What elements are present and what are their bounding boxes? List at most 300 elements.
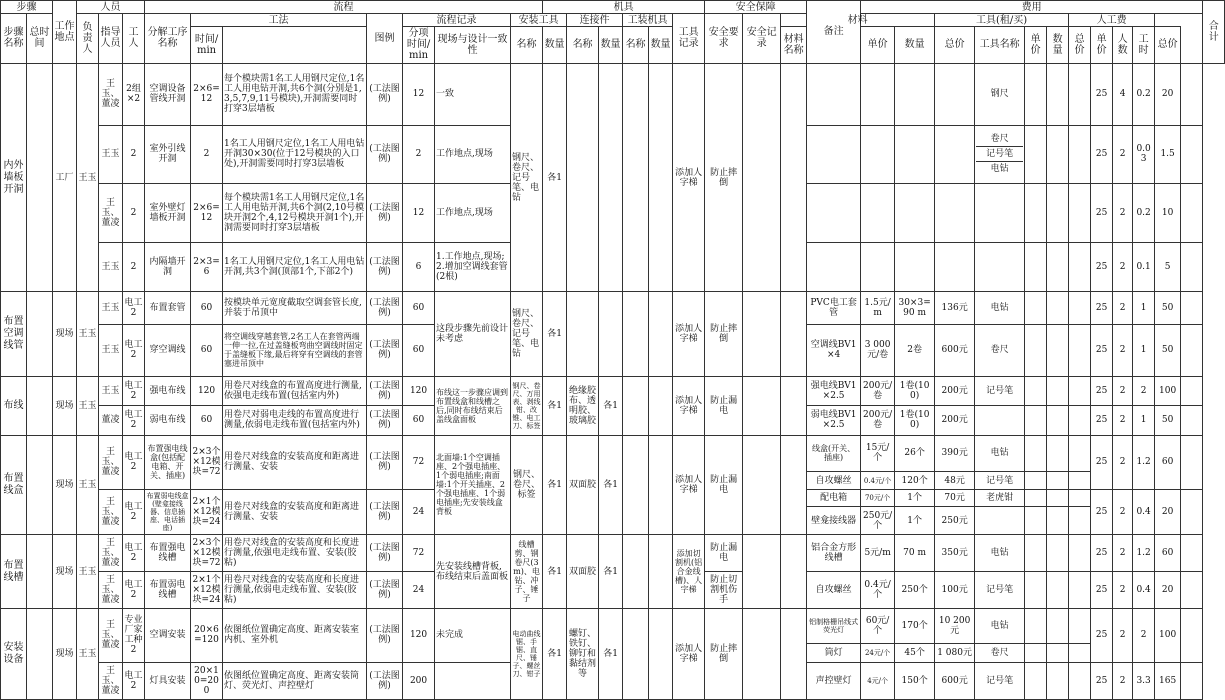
hdr-tool-name: 工具名称 — [975, 27, 1025, 64]
labor-people: 2 — [1113, 324, 1133, 376]
mat-qty: 1个 — [895, 507, 935, 535]
row-guide: 王玉、董凌 — [99, 535, 123, 572]
mat-total: 70元 — [935, 489, 975, 506]
hdr-diagram: 图例 — [367, 14, 403, 64]
row-worker: 电工2 — [123, 377, 145, 406]
labor-people: 2 — [1113, 242, 1133, 292]
tool-name: 记号笔 — [975, 472, 1025, 489]
row-consist: 1.工作地点,现场;2.增加空调线套管(2根) — [435, 242, 511, 292]
mat-name: 筒灯 — [807, 643, 861, 663]
tool-name: 记号笔 — [975, 572, 1025, 609]
work-name — [623, 63, 649, 292]
row-diagram: (工法图例) — [367, 406, 403, 435]
hdr-tool-count: 数量 — [1047, 27, 1069, 64]
row-guide: 王玉 — [99, 242, 123, 292]
row-subproc: 内隔墙开洞 — [145, 242, 191, 292]
row-method: 用卷尺对线盒的安装高度和长度进行测量,依强电走线布置、安装(胶粘) — [223, 535, 367, 572]
step-total-time — [27, 608, 53, 699]
conn-qty: 各1 — [599, 608, 623, 699]
tool-name: 老虎钳 — [975, 489, 1025, 506]
labor-total: 20 — [1155, 489, 1181, 535]
mat-qty: 2卷 — [895, 324, 935, 376]
safe-req: 防止摔倒 — [705, 608, 743, 699]
mat-qty: 45个 — [895, 643, 935, 663]
hdr-guide: 指导人员 — [99, 14, 123, 64]
hdr-tool-sum: 总价 — [1069, 27, 1091, 64]
row-worker: 2 — [123, 242, 145, 292]
labor-hours: 0.4 — [1133, 572, 1155, 609]
row-worker: 电工2 — [123, 292, 145, 325]
hdr-labor: 人工费 — [1069, 14, 1155, 27]
row-worker: 2组×2 — [123, 63, 145, 125]
safe-req: 防止切割机伤手 — [705, 572, 743, 609]
row-worker: 电工2 — [123, 435, 145, 489]
labor-price: 25 — [1091, 663, 1113, 700]
row-worker: 2 — [123, 184, 145, 243]
hdr-mat-name: 材料名称 — [781, 27, 807, 64]
row-subproc: 空调安装 — [145, 608, 191, 662]
hdr-work-qty: 数量 — [649, 27, 673, 64]
step-resp: 王玉 — [77, 608, 99, 699]
labor-hours: 2 — [1133, 608, 1155, 662]
mat-price: 5元/m — [861, 535, 895, 572]
mat-qty: 1卷(100) — [895, 406, 935, 435]
step-resp: 王玉 — [77, 377, 99, 436]
labor-hours: 0.1 — [1133, 242, 1155, 292]
row-guide: 王玉、董凌 — [99, 489, 123, 535]
labor-people: 2 — [1113, 608, 1133, 662]
mat-price: 4元/个 — [861, 663, 895, 700]
conn-name: 双面胶 — [567, 435, 599, 535]
hdr-conn-name: 名称 — [567, 27, 599, 64]
row-method: 将空调线穿越套管,2名工人在套管两端一伸一拉,在过盖缝板弯曲空调线时固定于盖缝板下缘,最后将穿有空调线的套管塞进吊顶中 — [223, 324, 367, 376]
step-total-time — [27, 435, 53, 535]
labor-hours: 1 — [1133, 324, 1155, 376]
labor-price: 25 — [1091, 406, 1113, 435]
inst-tools: 钢尺、卷尺、万用表、剥线钳、改锥、电工刀、标签 — [511, 377, 543, 436]
tool-record: 添加人字梯 — [673, 63, 705, 292]
tool-name: 卷尺 — [975, 324, 1025, 376]
labor-price: 25 — [1091, 572, 1113, 609]
row-subproc: 布置强电线槽 — [145, 535, 191, 572]
labor-hours: 0.4 — [1133, 489, 1155, 535]
row-total — [1181, 63, 1203, 125]
hdr-method: 工法 — [191, 14, 367, 27]
conn-qty: 各1 — [599, 435, 623, 535]
mat-price: 0.4元/个 — [861, 572, 895, 609]
labor-hours: 2 — [1133, 377, 1155, 406]
mat-total: 48元 — [935, 472, 975, 489]
hdr-conn-qty: 数量 — [599, 27, 623, 64]
labor-price: 25 — [1091, 377, 1113, 406]
row-method: 每个模块需1名工人用钢尺定位,1名工人用电钻开洞,共6个洞(分别是1,3,5,7,9,11号模块),开洞需要同时打穿3层墙板 — [223, 63, 367, 125]
row-guide: 王玉、董凌 — [99, 63, 123, 125]
inst-tools: 线槽剪、钢卷尺(3m)、电钻、冲子、锤子 — [511, 535, 543, 609]
row-split-time: 2 — [403, 125, 435, 184]
conn-name: 绝缘胶布、透明胶、玻璃胶 — [567, 377, 599, 436]
mat-qty: 170个 — [895, 608, 935, 643]
mat-total: 100元 — [935, 572, 975, 609]
hdr-tool-rent: 工具(租/买) — [935, 14, 1069, 27]
labor-hours: 0.2 — [1133, 184, 1155, 243]
mat-name: 强电线BV1×2.5 — [807, 377, 861, 406]
labor-price: 25 — [1091, 184, 1113, 243]
labor-total: 60 — [1155, 435, 1181, 489]
row-subproc: 布置套管 — [145, 292, 191, 325]
mat-name: 自攻螺丝 — [807, 572, 861, 609]
hdr-work-name: 名称 — [623, 27, 649, 64]
step-resp: 王玉 — [77, 292, 99, 377]
step-place: 现场 — [53, 292, 77, 377]
hdr-labor-people: 人数 — [1113, 27, 1133, 64]
step-name: 布置线槽 — [1, 535, 27, 609]
mat-name — [807, 63, 861, 125]
hdr-inst: 安装工具 — [511, 14, 567, 27]
labor-total: 20 — [1155, 63, 1181, 125]
inst-qty: 各1 — [543, 435, 567, 535]
row-split-time: 24 — [403, 489, 435, 535]
labor-total: 100 — [1155, 377, 1181, 406]
inst-qty: 各1 — [543, 292, 567, 377]
hdr-total-time: 总时间 — [27, 14, 53, 64]
hdr-tools: 机具 — [543, 1, 705, 14]
tool-name: 卷尺 — [975, 643, 1025, 663]
tool-record: 添加人字梯 — [673, 292, 705, 377]
row-subproc: 强电布线 — [145, 377, 191, 406]
labor-total: 165 — [1155, 663, 1181, 700]
row-consist: 工作地点,现场 — [435, 184, 511, 243]
tool-record: 添加人字梯 — [673, 608, 705, 699]
row-split-time: 120 — [403, 608, 435, 662]
hdr-tool-price: 单价 — [1025, 27, 1047, 64]
inst-tools: 钢尺、卷尺、标签 — [511, 435, 543, 535]
mat-qty: 70 m — [895, 535, 935, 572]
tool-name: 钢尺 — [975, 63, 1025, 125]
row-time: 2 — [191, 125, 223, 184]
row-time: 60 — [191, 324, 223, 376]
tool-record: 添加人字梯 — [673, 377, 705, 436]
conn-name: 螺钉、铁钉、铆钉和黏结剂等 — [567, 608, 599, 699]
row-guide: 王玉、董凌 — [99, 184, 123, 243]
mat-price: 250元/个 — [861, 507, 895, 535]
mat-total: 390元 — [935, 435, 975, 472]
labor-total: 10 — [1155, 184, 1181, 243]
row-worker: 电工2 — [123, 489, 145, 535]
step-total-time — [27, 535, 53, 609]
mat-price: 200元/卷 — [861, 377, 895, 406]
row-diagram: (工法图例) — [367, 125, 403, 184]
row-time: 20×6=120 — [191, 608, 223, 662]
hdr-flow: 流程 — [145, 1, 543, 14]
row-split-time: 12 — [403, 184, 435, 243]
hdr-tool-rec: 工具记录 — [673, 14, 705, 64]
mat-qty: 150个 — [895, 663, 935, 700]
row-subproc: 布置弱电线盒(壁龛接线器、信息插座、电话插座) — [145, 489, 191, 535]
hdr-safe-req: 安全要求 — [705, 14, 743, 64]
row-guide: 董凌 — [99, 406, 123, 435]
hdr-place: 工作地点 — [53, 1, 77, 64]
row-split-time: 60 — [403, 406, 435, 435]
step-resp: 王玉 — [77, 435, 99, 535]
mat-qty — [895, 63, 935, 125]
inst-tools: 电动曲线锯、手锯、直尺、锤子、螺丝刀、钳子 — [511, 608, 543, 699]
labor-people: 4 — [1113, 63, 1133, 125]
row-split-time: 72 — [403, 435, 435, 489]
hdr-labor-total: 总价 — [1155, 27, 1181, 64]
row-time: 2×1个×12模块=24 — [191, 489, 223, 535]
row-split-time: 24 — [403, 572, 435, 609]
hdr-record: 流程记录 — [403, 14, 511, 27]
labor-hours: 0.2 — [1133, 63, 1155, 125]
row-diagram: (工法图例) — [367, 377, 403, 406]
row-method: 依图纸位置确定高度、距离安装室内机、室外机 — [223, 608, 367, 662]
tool-name: 卷尺 记号笔 电钻 — [975, 125, 1025, 184]
mat-total: 350元 — [935, 535, 975, 572]
inst-qty: 各1 — [543, 608, 567, 699]
row-consist: 这段步骤先前设计未考虑 — [435, 292, 511, 377]
row-guide: 王玉、董凌 — [99, 572, 123, 609]
row-split-time: 12 — [403, 63, 435, 125]
row-subproc: 布置强电线盒(包括配电箱、开关、插座) — [145, 435, 191, 489]
step-total-time — [27, 377, 53, 436]
step-name: 布置空调线管 — [1, 292, 27, 377]
labor-price: 25 — [1091, 608, 1113, 662]
row-method: 用卷尺对弱电走线的布置高度进行测量,依弱电走线布置(包括室内外) — [223, 406, 367, 435]
inst-tools: 钢尺、卷尺、记号笔、电钻 — [511, 63, 543, 292]
step-resp: 王玉 — [77, 535, 99, 609]
row-split-time: 72 — [403, 535, 435, 572]
labor-hours: 1 — [1133, 292, 1155, 325]
row-diagram: (工法图例) — [367, 535, 403, 572]
row-time: 120 — [191, 377, 223, 406]
labor-price: 25 — [1091, 489, 1113, 535]
labor-price: 25 — [1091, 242, 1113, 292]
tool-name: 电钻 — [975, 435, 1025, 472]
mat-name: 壁龛接线器 — [807, 507, 861, 535]
row-worker: 专业厂家工种2 — [123, 608, 145, 662]
hdr-subproc: 分解工序名称 — [145, 14, 191, 64]
hdr-person: 人员 — [77, 1, 145, 14]
row-split-time: 120 — [403, 377, 435, 406]
row-subproc: 室外壁灯墙板开洞 — [145, 184, 191, 243]
labor-people: 2 — [1113, 572, 1133, 609]
mat-name: 线盒(开关、插座) — [807, 435, 861, 472]
row-method: 用卷尺对线盒的安装高度和长度进行测量,依弱电走线布置、安装(胶粘) — [223, 572, 367, 609]
mat-total: 1 080元 — [935, 643, 975, 663]
row-time: 2×3=6 — [191, 242, 223, 292]
row-method: 1名工人用钢尺定位,1名工人用电钻开洞,共3个洞(顶部1个,下部2个) — [223, 242, 367, 292]
mat-name: 自攻螺丝 — [807, 472, 861, 489]
conn-qty: 各1 — [599, 535, 623, 609]
labor-price: 25 — [1091, 63, 1113, 125]
step-name: 布置线盒 — [1, 435, 27, 535]
inst-qty: 各1 — [543, 377, 567, 436]
row-method: 用卷尺对线盒的安装高度和距离进行测量、安装 — [223, 435, 367, 489]
row-subproc: 灯具安装 — [145, 663, 191, 700]
tool-name: 记号笔 — [975, 377, 1025, 406]
row-split-time: 200 — [403, 663, 435, 700]
conn-name: 双面胶 — [567, 535, 599, 609]
mat-name: 声控壁灯 — [807, 663, 861, 700]
safe-req: 防止漏电 — [705, 377, 743, 436]
step-place: 现场 — [53, 608, 77, 699]
row-split-time: 60 — [403, 324, 435, 376]
hdr-labor-hours: 工时 — [1133, 27, 1155, 64]
row-worker: 电工2 — [123, 324, 145, 376]
mat-name: 空调线BV1×4 — [807, 324, 861, 376]
hdr-safe-rec: 安全记录 — [743, 14, 781, 64]
mat-qty: 250个 — [895, 572, 935, 609]
safe-rec — [743, 63, 781, 292]
row-worker: 电工2 — [123, 572, 145, 609]
row-consist: 一致 — [435, 63, 511, 125]
hdr-safety: 安全保障 — [705, 1, 807, 14]
tool-record: 添加人字梯 — [673, 435, 705, 535]
hdr-mat-qty: 数量 — [895, 27, 935, 64]
tool-name: 记号笔 — [975, 663, 1025, 700]
labor-hours: 1.2 — [1133, 535, 1155, 572]
note — [781, 63, 807, 292]
conn-name — [567, 63, 599, 292]
row-guide: 王玉、董凌 — [99, 608, 123, 662]
mat-name: 铝合金方形线槽 — [807, 535, 861, 572]
labor-price: 25 — [1091, 535, 1113, 572]
step-name: 内外墙板开洞 — [1, 63, 27, 292]
inst-qty: 各1 — [543, 63, 567, 292]
row-method: 用卷尺对线盒的安装高度和距离进行测量、安装 — [223, 489, 367, 535]
step-place: 现场 — [53, 377, 77, 436]
labor-total: 5 — [1155, 242, 1181, 292]
hdr-work: 工装机具 — [623, 14, 673, 27]
mat-name: 配电箱 — [807, 489, 861, 506]
row-subproc: 室外引线开洞 — [145, 125, 191, 184]
mat-price: 0.4元/个 — [861, 472, 895, 489]
labor-price: 25 — [1091, 292, 1113, 325]
row-diagram: (工法图例) — [367, 184, 403, 243]
row-diagram: (工法图例) — [367, 292, 403, 325]
row-method: 依图纸位置确定高度、距离安装筒灯、荧光灯、声控壁灯 — [223, 663, 367, 700]
mat-total: 136元 — [935, 292, 975, 325]
row-diagram: (工法图例) — [367, 324, 403, 376]
inst-qty: 各1 — [543, 535, 567, 609]
step-resp: 王玉 — [77, 63, 99, 292]
hdr-mat-price: 单价 — [861, 27, 895, 64]
mat-qty: 30×3=90 m — [895, 292, 935, 325]
safe-req: 防止摔倒 — [705, 63, 743, 292]
hdr-labor-price: 单价 — [1091, 27, 1113, 64]
row-guide: 王玉、董凌 — [99, 435, 123, 489]
labor-people: 2 — [1113, 489, 1133, 535]
row-method: 1名工人用钢尺定位,1名工人用电钻开洞30×30(位于12号模块的入口处),开洞需要同时打穿3层墙板 — [223, 125, 367, 184]
labor-total: 50 — [1155, 292, 1181, 325]
row-worker: 2 — [123, 125, 145, 184]
hdr-inst-qty: 数量 — [543, 27, 567, 64]
mat-name: 铝制格栅吊线式荧光灯 — [807, 608, 861, 643]
hdr-split-time: 分项时间/min — [403, 27, 435, 64]
step-name: 布线 — [1, 377, 27, 436]
labor-hours: 1 — [1133, 406, 1155, 435]
labor-people: 2 — [1113, 292, 1133, 325]
row-consist: 先安装线槽背板,布线结束后盖面板 — [435, 535, 511, 609]
row-subproc: 空调设备管线开洞 — [145, 63, 191, 125]
hdr-resp: 负责人 — [77, 14, 99, 64]
mat-price: 1.5元/m — [861, 292, 895, 325]
mat-price: 15元/个 — [861, 435, 895, 472]
mat-price: 70元/个 — [861, 489, 895, 506]
mat-qty: 120个 — [895, 472, 935, 489]
row-time: 2×6=12 — [191, 184, 223, 243]
row-consist: 布线这一步骤应调到布置线盒和线槽之后,同时布线结束后盖线盒面板 — [435, 377, 511, 436]
mat-total: 200元 — [935, 377, 975, 406]
tool-name: 电钻 — [975, 608, 1025, 643]
row-subproc: 弱电布线 — [145, 406, 191, 435]
row-diagram: (工法图例) — [367, 242, 403, 292]
mat-price: 60元/个 — [861, 608, 895, 643]
row-time: 2×3个×12模块=72 — [191, 435, 223, 489]
hdr-mat-total: 总价 — [935, 27, 975, 64]
labor-people: 2 — [1113, 377, 1133, 406]
row-split-time: 6 — [403, 242, 435, 292]
hdr-note: 备注 — [807, 1, 861, 64]
row-diagram: (工法图例) — [367, 489, 403, 535]
row-time: 60 — [191, 292, 223, 325]
row-guide: 王玉 — [99, 324, 123, 376]
row-method: 每个模块需1名工人用钢尺定位,1名工人用电钻开洞,共6个洞(2,10号模块开洞2个,4,12号模块开洞1个),开洞需要同时打穿3层墙板 — [223, 184, 367, 243]
hdr-worker: 工人 — [123, 14, 145, 64]
row-subproc: 穿空调线 — [145, 324, 191, 376]
labor-people: 2 — [1113, 125, 1133, 184]
labor-total: 20 — [1155, 572, 1181, 609]
tool-name: 电钻 — [975, 535, 1025, 572]
labor-people: 2 — [1113, 184, 1133, 243]
mat-qty: 26个 — [895, 435, 935, 472]
labor-total: 1.5 — [1155, 125, 1181, 184]
labor-price: 25 — [1091, 125, 1113, 184]
tool-record: 添加切割机(铝合金线槽)、人字梯 — [673, 535, 705, 609]
labor-people: 2 — [1113, 663, 1133, 700]
labor-total: 50 — [1155, 324, 1181, 376]
labor-total: 60 — [1155, 535, 1181, 572]
hdr-total: 合计 — [1203, 1, 1225, 64]
labor-price: 25 — [1091, 435, 1113, 489]
row-time: 2×1个×12模块=24 — [191, 572, 223, 609]
row-consist: 北面墙:1个空调插座、2个强电插座、1个弱电插座;南面墙:1个开关插座、2个强电插座、1个弱电插座;先安装线盒背板 — [435, 435, 511, 535]
tool-name: 电钻 — [975, 292, 1025, 325]
mat-total: 10 200元 — [935, 608, 975, 643]
conn-qty: 各1 — [599, 377, 623, 436]
hdr-method-desc — [223, 27, 367, 64]
row-consist: 工作地点,现场 — [435, 125, 511, 184]
row-consist: 未完成 — [435, 608, 511, 662]
mat-name: PVC电工套管 — [807, 292, 861, 325]
conn-qty — [599, 63, 623, 292]
step-total-time — [27, 292, 53, 377]
step-place: 现场 — [53, 535, 77, 609]
hdr-time: 时间/min — [191, 27, 223, 64]
row-time: 60 — [191, 406, 223, 435]
step-place: 工厂 — [53, 63, 77, 292]
labor-price: 25 — [1091, 324, 1113, 376]
row-method: 用卷尺对线盒的布置高度进行测量,依强电走线布置(包括室内外) — [223, 377, 367, 406]
work-qty — [649, 63, 673, 292]
step-total-time — [27, 63, 53, 292]
row-diagram: (工法图例) — [367, 663, 403, 700]
row-worker: 电工2 — [123, 663, 145, 700]
row-worker: 电工2 — [123, 535, 145, 572]
mat-total: 600元 — [935, 663, 975, 700]
row-method: 按模块单元宽度截取空调套管长度,并装于吊顶中 — [223, 292, 367, 325]
row-worker: 电工2 — [123, 406, 145, 435]
